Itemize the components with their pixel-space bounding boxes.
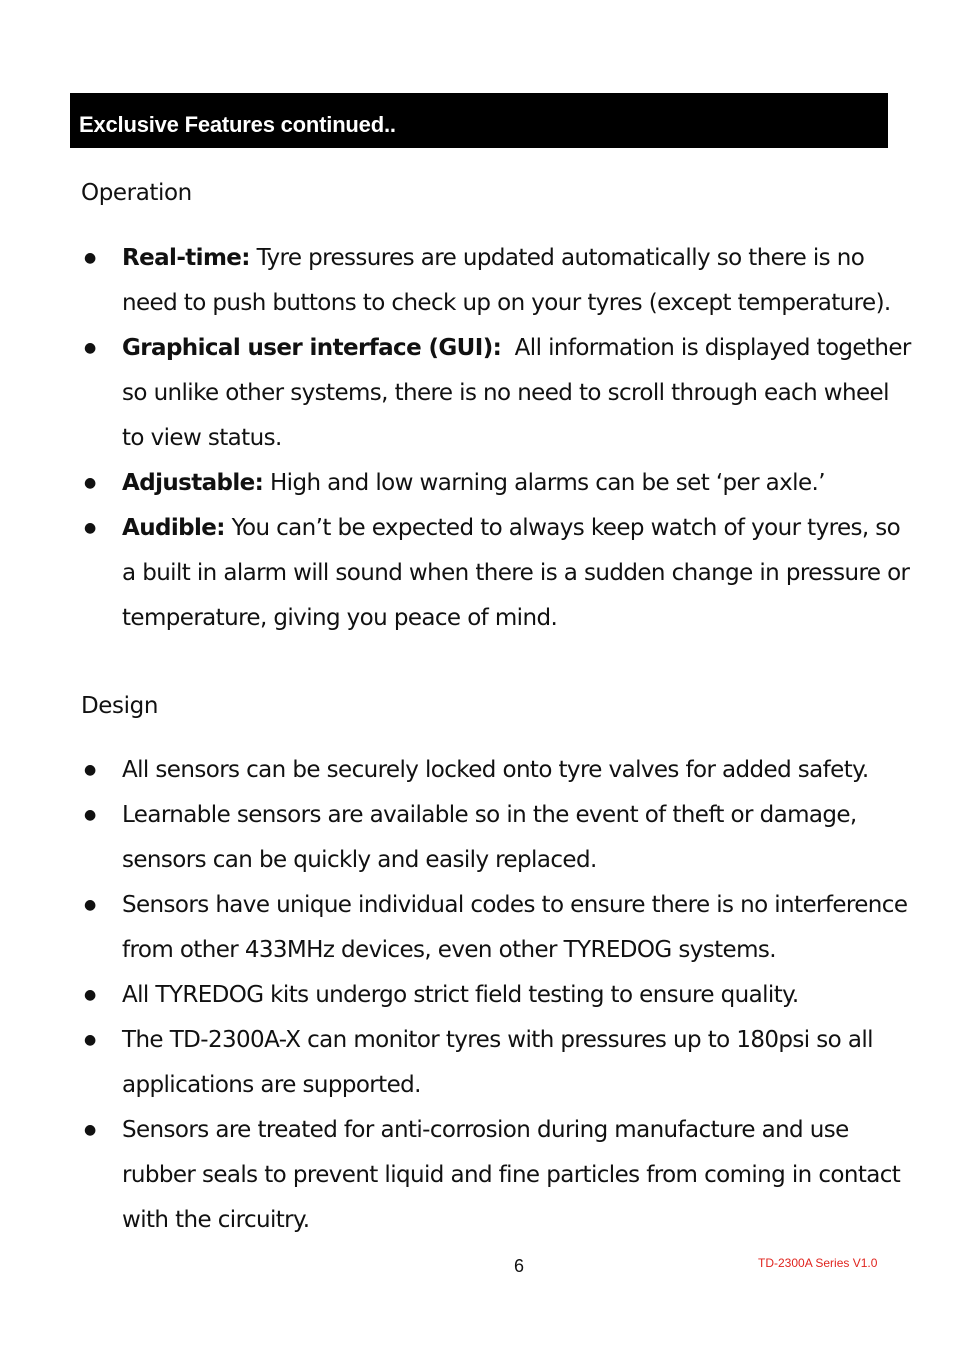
bullet-icon: ● (84, 250, 96, 266)
feature-description: You can’t be expected to always keep watch of your tyres, so a built in alarm will sound when there is a sudden change in pressure or temperature, giving you peace of mind. (122, 515, 910, 631)
list-item (0, 748, 916, 793)
list-item (0, 506, 916, 641)
feature-term: Audible: (122, 515, 225, 541)
feature-description: The TD-2300A-X can monitor tyres with pressures up to 180psi so all applications are supported. (122, 1027, 873, 1098)
list-item (0, 793, 916, 883)
feature-description: All TYREDOG kits undergo strict field testing to ensure quality. (122, 982, 799, 1008)
feature-description: Sensors have unique individual codes to ensure there is no interference from other 433MHz devices, even other TYREDOG systems. (122, 892, 908, 963)
bullet-icon: ● (84, 1122, 96, 1138)
bullet-icon: ● (84, 340, 96, 356)
feature-description: Sensors are treated for anti-corrosion during manufacture and use rubber seals to prevent liquid and fine particles from coming in contact with the circuitry. (122, 1117, 901, 1233)
list-item (0, 461, 916, 506)
feature-term: Adjustable: (122, 470, 264, 496)
operation-feature-list (0, 236, 954, 641)
feature-description: High and low warning alarms can be set ‘per axle.’ (263, 470, 825, 496)
section-banner (70, 93, 888, 148)
banner-title: Exclusive Features continued.. (79, 112, 396, 137)
list-item (0, 1018, 916, 1108)
list-item (0, 1108, 916, 1243)
feature-description: Learnable sensors are available so in the event of theft or damage, sensors can be quickly and easily replaced. (122, 802, 857, 873)
bullet-icon: ● (84, 807, 96, 823)
list-item (0, 236, 916, 326)
bullet-icon: ● (84, 897, 96, 913)
series-version-label: TD-2300A Series V1.0 (758, 1256, 878, 1270)
list-item (0, 973, 916, 1018)
list-item (0, 883, 916, 973)
feature-description: All sensors can be securely locked onto tyre valves for added safety. (122, 757, 869, 783)
page-number: 6 (514, 1256, 525, 1276)
bullet-icon: ● (84, 762, 96, 778)
bullet-icon: ● (84, 987, 96, 1003)
bullet-icon: ● (84, 520, 96, 536)
design-heading: Design (81, 693, 159, 719)
operation-heading: Operation (81, 180, 192, 206)
feature-description: Tyre pressures are updated automatically so there is no need to push buttons to check up on your tyres (except temperature). (122, 245, 891, 316)
list-item (0, 326, 916, 461)
bullet-icon: ● (84, 475, 96, 491)
feature-term: Graphical user interface (GUI): (122, 335, 502, 361)
feature-description: All information is displayed together so unlike other systems, there is no need to scroll through each wheel to view status. (122, 335, 918, 451)
design-feature-list (0, 748, 954, 1243)
feature-term: Real-time: (122, 245, 250, 271)
bullet-icon: ● (84, 1032, 96, 1048)
